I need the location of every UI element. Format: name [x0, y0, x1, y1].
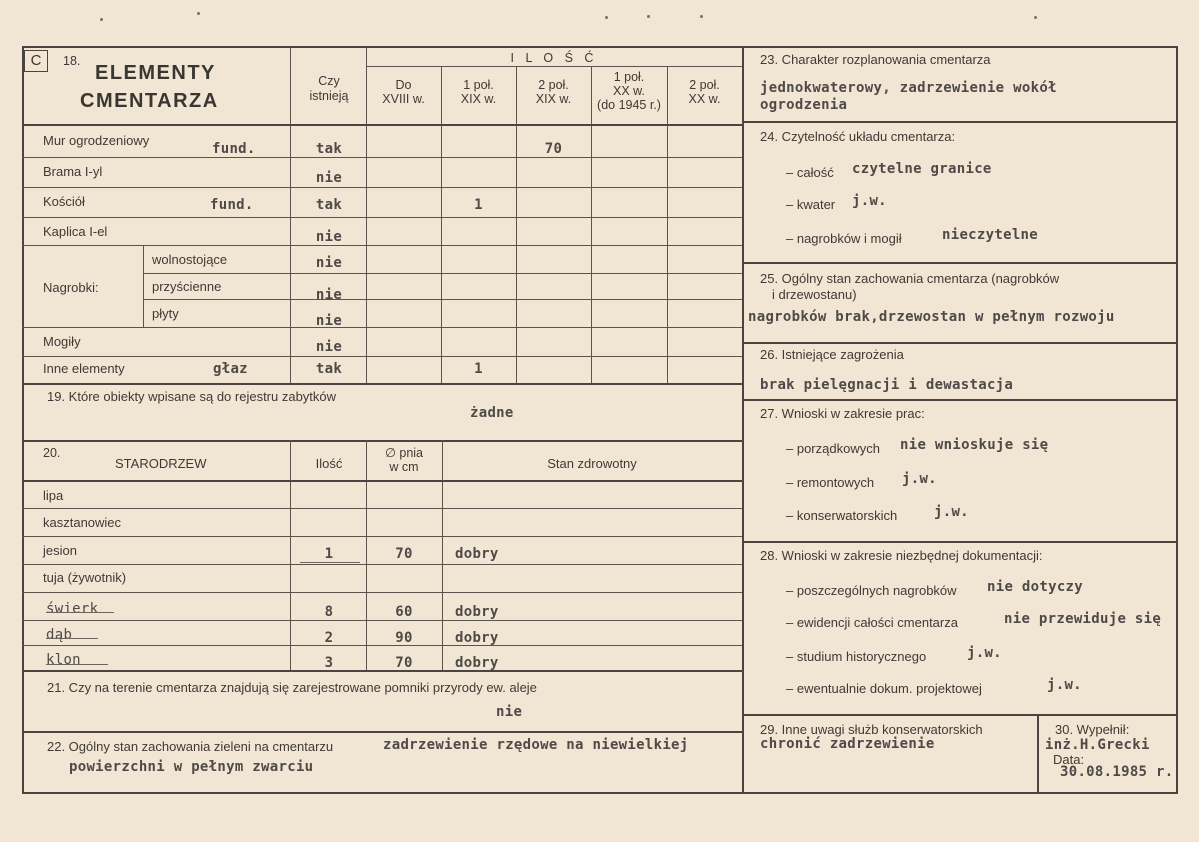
- s18-title-1: ELEMENTY: [95, 62, 216, 84]
- element-note: głaz: [213, 361, 248, 377]
- s30-date: 30.08.1985 r.: [1060, 764, 1174, 780]
- strike-line: [46, 638, 98, 639]
- s28-item-value: nie dotyczy: [987, 579, 1084, 595]
- s30-name: inż.H.Grecki: [1045, 737, 1150, 753]
- element-label: przyścienne: [152, 279, 222, 294]
- exists-value: tak: [315, 361, 343, 377]
- s30-date-label: Data:: [1053, 752, 1085, 767]
- s27-item-label: – remontowych: [786, 475, 875, 490]
- element-label: Mur ogrodzeniowy: [43, 133, 150, 148]
- element-label: Brama I-yl: [43, 164, 103, 179]
- s27-item-label: – porządkowych: [786, 441, 880, 456]
- tree-qty: 2: [324, 630, 334, 646]
- tree-qty: 8: [324, 604, 334, 620]
- s23-label: 23. Charakter rozplanowania cmentarza: [760, 52, 991, 67]
- exists-value: nie: [315, 287, 343, 303]
- tree-diam: 70: [395, 546, 413, 562]
- element-label: płyty: [152, 306, 179, 321]
- s27-item-value: j.w.: [902, 471, 937, 487]
- s20-number: 20.: [43, 446, 61, 460]
- tree-diam: 70: [395, 655, 413, 671]
- s23-value-line1: jednokwaterowy, zadrzewienie wokół: [760, 80, 1057, 96]
- s29-label: 29. Inne uwagi służb konserwatorskich: [760, 722, 983, 737]
- strike-line: [46, 664, 108, 665]
- tree-qty: 1: [324, 546, 334, 562]
- s20-title: STARODRZEW: [115, 456, 207, 471]
- s18-title-2: CMENTARZA: [80, 90, 219, 112]
- tree-state: dobry: [455, 655, 499, 671]
- s24-item-label: – kwater: [786, 197, 836, 212]
- s22-value-line1: zadrzewienie rzędowe na niewielkiej: [383, 737, 689, 753]
- tree-state: dobry: [455, 630, 499, 646]
- s22-value-line2: powierzchni w pełnym zwarciu: [69, 759, 314, 775]
- s24-item-label: – całość: [786, 165, 834, 180]
- exists-value: tak: [315, 141, 343, 157]
- nagrobki-label: Nagrobki:: [43, 280, 99, 295]
- s18-number: 18.: [63, 54, 81, 68]
- s24-item-value: czytelne granice: [852, 161, 992, 177]
- element-label: wolnostojące: [152, 252, 228, 267]
- element-note: fund.: [210, 197, 254, 213]
- element-label: Kaplica I-el: [43, 224, 108, 239]
- s24-label: 24. Czytelność układu cmentarza:: [760, 129, 956, 144]
- s20-diam-header: ∅ pnia w cm: [385, 446, 423, 474]
- s28-item-label: – ewidencji całości cmentarza: [786, 615, 958, 630]
- period-header: 2 poł. XX w.: [688, 78, 721, 106]
- s21-value: nie: [496, 704, 523, 720]
- period-header: 1 poł. XX w. (do 1945 r.): [597, 70, 661, 112]
- section-c-box: C: [24, 50, 48, 72]
- tree-name: kasztanowiec: [43, 515, 122, 530]
- s27-item-value: nie wnioskuje się: [900, 437, 1049, 453]
- s28-item-label: – studium historycznego: [786, 649, 927, 664]
- s27-label: 27. Wnioski w zakresie prac:: [760, 406, 925, 421]
- s21-label: 21. Czy na terenie cmentarza znajdują się zarejestrowane pomniki przyrody ew. aleje: [47, 680, 537, 695]
- period-header: 2 poł. XIX w.: [535, 78, 572, 106]
- tree-name: tuja (żywotnik): [43, 570, 127, 585]
- s24-item-value: j.w.: [852, 193, 887, 209]
- col-qty-header: I L O Ś Ć: [510, 51, 598, 65]
- s20-qty-header: Ilość: [315, 456, 343, 471]
- tree-diam: 90: [395, 630, 413, 646]
- tree-name: dąb: [46, 627, 73, 643]
- s25-label-1: 25. Ogólny stan zachowania cmentarza (nagrobków: [760, 271, 1060, 286]
- element-label: Kościół: [43, 194, 85, 209]
- s24-item-value: nieczytelne: [942, 227, 1039, 243]
- exists-value: tak: [315, 197, 343, 213]
- s28-item-value: nie przewiduje się: [1004, 611, 1162, 627]
- exists-value: nie: [315, 339, 343, 355]
- element-label: Mogiły: [43, 334, 81, 349]
- period-header: 1 poł. XIX w.: [460, 78, 497, 106]
- exists-value: nie: [315, 170, 343, 186]
- tree-qty: 3: [324, 655, 334, 671]
- s28-item-value: j.w.: [1047, 677, 1082, 693]
- qty-value: 1: [474, 361, 483, 377]
- tree-name: klon: [46, 652, 81, 668]
- s26-label: 26. Istniejące zagrożenia: [760, 347, 904, 362]
- s25-value: nagrobków brak,drzewostan w pełnym rozwoju: [748, 309, 1115, 325]
- exists-value: nie: [315, 313, 343, 329]
- s27-item-label: – konserwatorskich: [786, 508, 898, 523]
- s29-value: chronić zadrzewienie: [760, 736, 935, 752]
- s24-item-label: – nagrobków i mogił: [786, 231, 902, 246]
- s27-item-value: j.w.: [934, 504, 969, 520]
- col-exists-header: Czy istnieją: [309, 74, 349, 103]
- element-note: fund.: [212, 141, 256, 157]
- tree-name: jesion: [43, 543, 77, 558]
- s26-value: brak pielęgnacji i dewastacja: [760, 377, 1014, 393]
- s28-item-label: – ewentualnie dokum. projektowej: [786, 681, 982, 696]
- tree-state: dobry: [455, 604, 499, 620]
- strike-line: [46, 612, 114, 613]
- period-header: Do XVIII w.: [382, 78, 425, 106]
- s23-value-line2: ogrodzenia: [760, 97, 848, 113]
- qty-value: 1: [474, 197, 483, 213]
- s25-label-2: i drzewostanu): [772, 287, 857, 302]
- s19-label: 19. Które obiekty wpisane są do rejestru zabytków: [47, 389, 337, 404]
- tree-diam: 60: [395, 604, 413, 620]
- s28-label: 28. Wnioski w zakresie niezbędnej dokumentacji:: [760, 548, 1043, 563]
- s20-state-header: Stan zdrowotny: [547, 456, 637, 471]
- tree-name: świerk: [46, 601, 99, 617]
- s28-item-label: – poszczególnych nagrobków: [786, 583, 957, 598]
- tree-state: dobry: [455, 546, 499, 562]
- strike-line: [300, 562, 360, 563]
- s30-label: 30. Wypełnił:: [1055, 722, 1130, 737]
- exists-value: nie: [315, 229, 343, 245]
- tree-name: lipa: [43, 488, 64, 503]
- s22-label: 22. Ogólny stan zachowania zieleni na cmentarzu: [47, 739, 334, 754]
- qty-value: 70: [544, 141, 563, 157]
- s19-value: żadne: [470, 405, 514, 421]
- exists-value: nie: [315, 255, 343, 271]
- element-label: Inne elementy: [43, 361, 125, 376]
- s28-item-value: j.w.: [967, 645, 1002, 661]
